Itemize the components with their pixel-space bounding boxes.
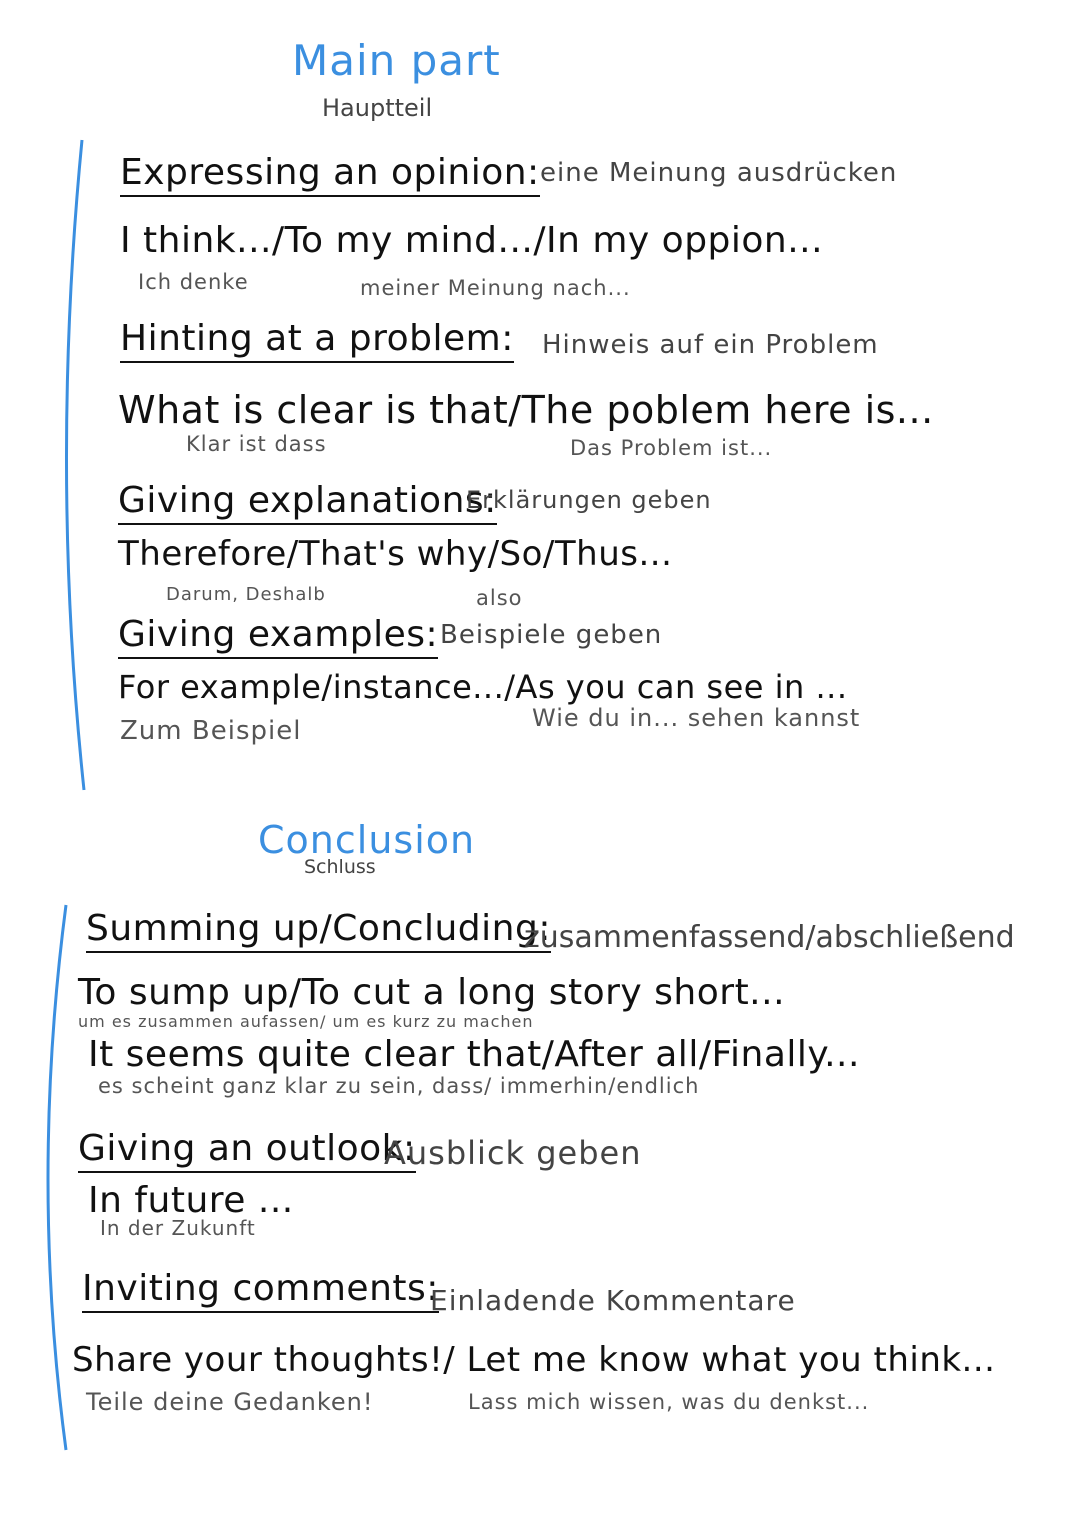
conclusion-title: Conclusion bbox=[258, 818, 476, 862]
translation-lass-mich: Lass mich wissen, was du denkst... bbox=[468, 1390, 870, 1414]
heading-giving-explanations: Giving explanations: bbox=[118, 480, 497, 521]
translation-darum: Darum, Deshalb bbox=[166, 584, 326, 605]
gloss-giving-outlook: Ausblick geben bbox=[384, 1134, 642, 1172]
gloss-summing-up: zusammenfassend/abschließend bbox=[524, 920, 1015, 955]
translation-zusammen: um es zusammen aufassen/ um es kurz zu machen bbox=[78, 1012, 534, 1031]
phrase-giving-explanations: Therefore/That's why/So/Thus... bbox=[118, 534, 673, 574]
heading-hinting-problem: Hinting at a problem: bbox=[120, 318, 514, 359]
translation-es-scheint: es scheint ganz klar zu sein, dass/ immerhin/endlich bbox=[98, 1074, 700, 1098]
gloss-hinting-problem: Hinweis auf ein Problem bbox=[542, 330, 879, 360]
gloss-giving-explanations: Erklärungen geben bbox=[466, 486, 712, 514]
heading-giving-outlook: Giving an outlook: bbox=[78, 1128, 416, 1169]
translation-teile-deine: Teile deine Gedanken! bbox=[86, 1388, 374, 1416]
phrase-hinting-problem: What is clear is that/The poblem here is... bbox=[118, 388, 934, 432]
heading-inviting-comments: Inviting comments: bbox=[82, 1268, 439, 1309]
phrase-summing-up: To sump up/To cut a long story short... bbox=[78, 972, 786, 1013]
translation-in-der-zukunft: In der Zukunft bbox=[100, 1216, 256, 1240]
phrase-expressing-opinion: I think.../To my mind.../In my oppion... bbox=[120, 220, 824, 261]
main-subtitle: Hauptteil bbox=[322, 94, 433, 122]
gloss-giving-examples: Beispiele geben bbox=[440, 620, 663, 650]
heading-giving-examples: Giving examples: bbox=[118, 614, 438, 655]
gloss-inviting-comments: Einladende Kommentare bbox=[430, 1284, 796, 1317]
translation-zum-beispiel: Zum Beispiel bbox=[120, 716, 302, 746]
gloss-expressing-opinion: eine Meinung ausdrücken bbox=[540, 158, 898, 188]
translation-meiner-meinung: meiner Meinung nach... bbox=[360, 276, 631, 300]
heading-summing-up: Summing up/Concluding: bbox=[86, 908, 551, 949]
translation-klar-ist: Klar ist dass bbox=[186, 432, 327, 456]
main-bracket-line bbox=[66, 140, 84, 790]
phrase-in-future: In future ... bbox=[88, 1180, 294, 1221]
conclusion-subtitle: Schluss bbox=[304, 856, 376, 878]
phrase-it-seems: It seems quite clear that/After all/Finally... bbox=[88, 1034, 860, 1075]
translation-also: also bbox=[476, 586, 523, 610]
translation-wie-du: Wie du in... sehen kannst bbox=[532, 704, 861, 732]
heading-expressing-opinion: Expressing an opinion: bbox=[120, 152, 540, 193]
phrase-giving-examples: For example/instance.../As you can see in ... bbox=[118, 668, 848, 706]
translation-das-problem: Das Problem ist... bbox=[570, 436, 773, 460]
conclusion-bracket-line bbox=[48, 905, 66, 1450]
phrase-inviting-comments: Share your thoughts!/ Let me know what you think... bbox=[72, 1340, 996, 1380]
main-title: Main part bbox=[292, 36, 501, 85]
translation-ich-denke: Ich denke bbox=[138, 270, 249, 294]
